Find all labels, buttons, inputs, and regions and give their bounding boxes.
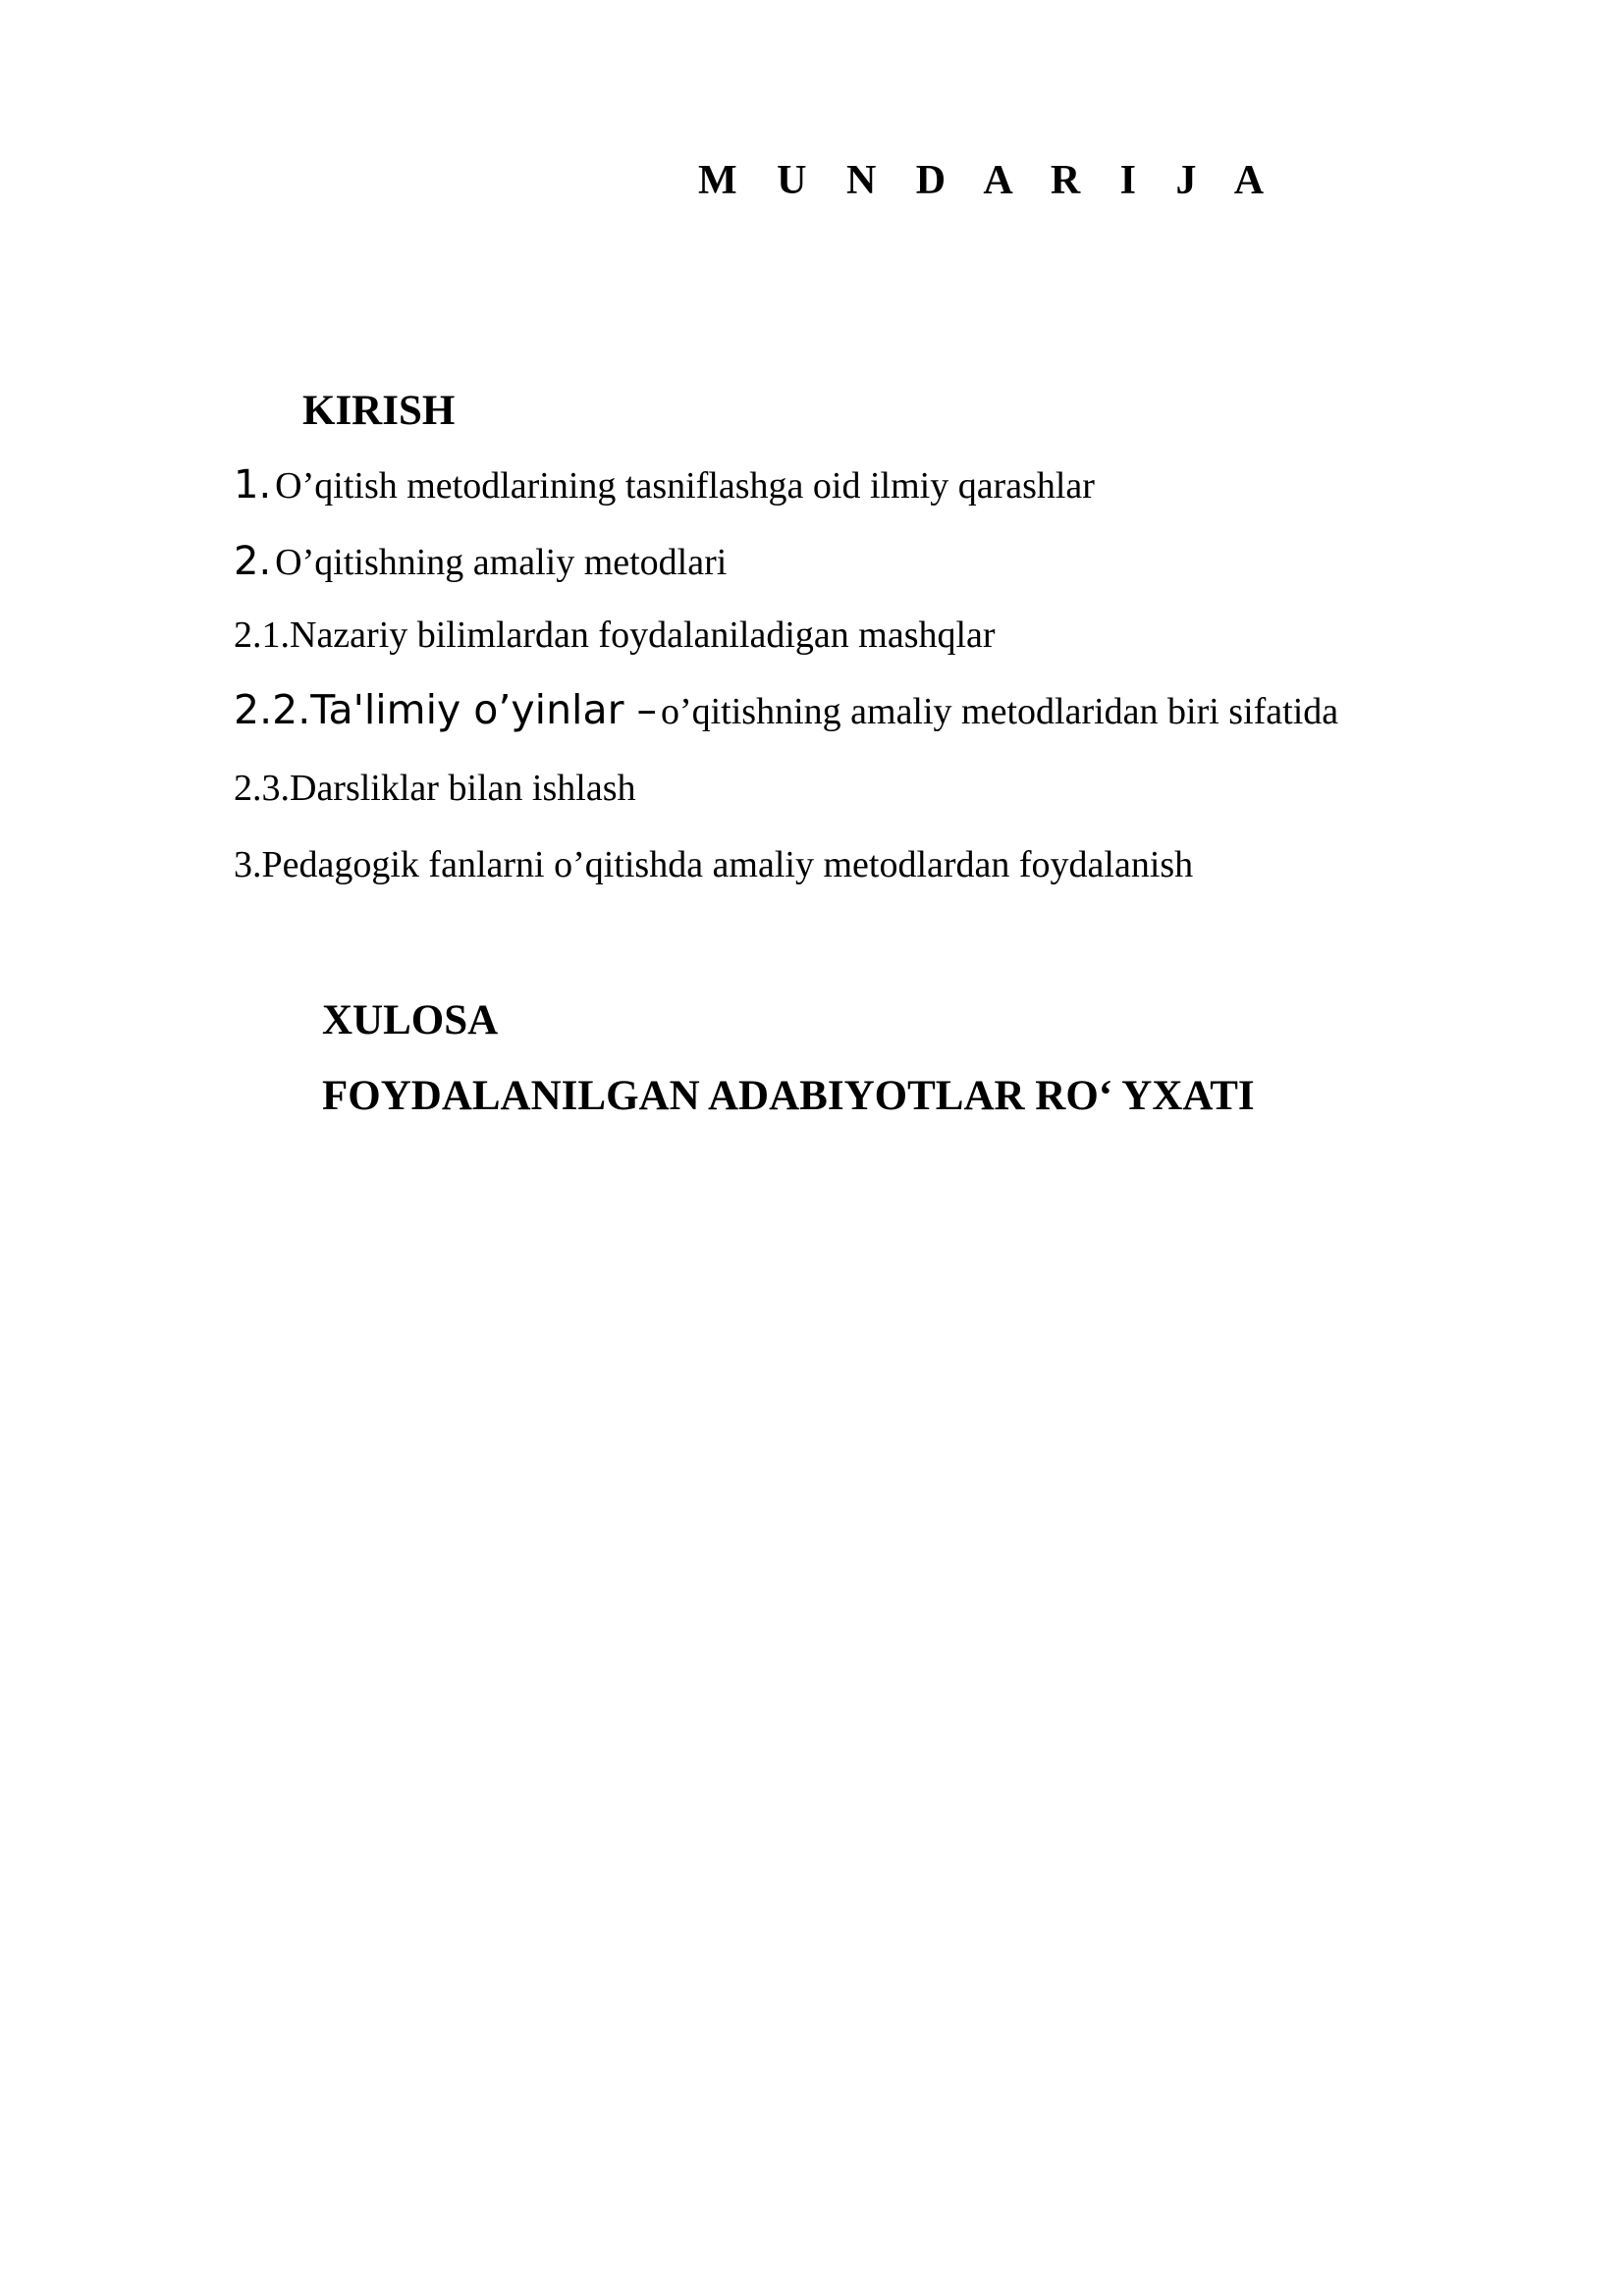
toc-entry-text: O’qitish metodlarining tasniflashga oid ilmiy qarashlar [275, 465, 1095, 507]
toc-entry-number: 2. [234, 539, 272, 584]
toc-entry-number: 1. [234, 462, 272, 507]
toc-entry-text: o’qitishning amaliy metodlaridan biri sifatida [660, 691, 1339, 732]
toc-entry-2-2 [234, 686, 1339, 733]
section-heading-references: FOYDALANILGAN ADABIYOTLAR RO‘ YXATI [322, 1073, 1255, 1119]
page-title: M U N D A R I J A [698, 158, 1279, 203]
toc-entry-1 [234, 462, 1095, 507]
section-heading-xulosa: XULOSA [322, 997, 499, 1043]
toc-entry-2-3: 2.3.Darsliklar bilan ishlash [234, 768, 636, 809]
toc-entry-2 [234, 539, 728, 584]
toc-entry-3: 3.Pedagogik fanlarni o’qitishda amaliy metodlardan foydalanish [234, 844, 1194, 885]
toc-entry-2-1: 2.1.Nazariy bilimlardan foydalaniladigan mashqlar [234, 614, 996, 656]
toc-entry-lead: 2.2.Ta'limiy o’yinlar – [234, 686, 657, 733]
section-heading-kirish: KIRISH [302, 388, 456, 434]
toc-entry-text: O’qitishning amaliy metodlari [275, 542, 728, 583]
